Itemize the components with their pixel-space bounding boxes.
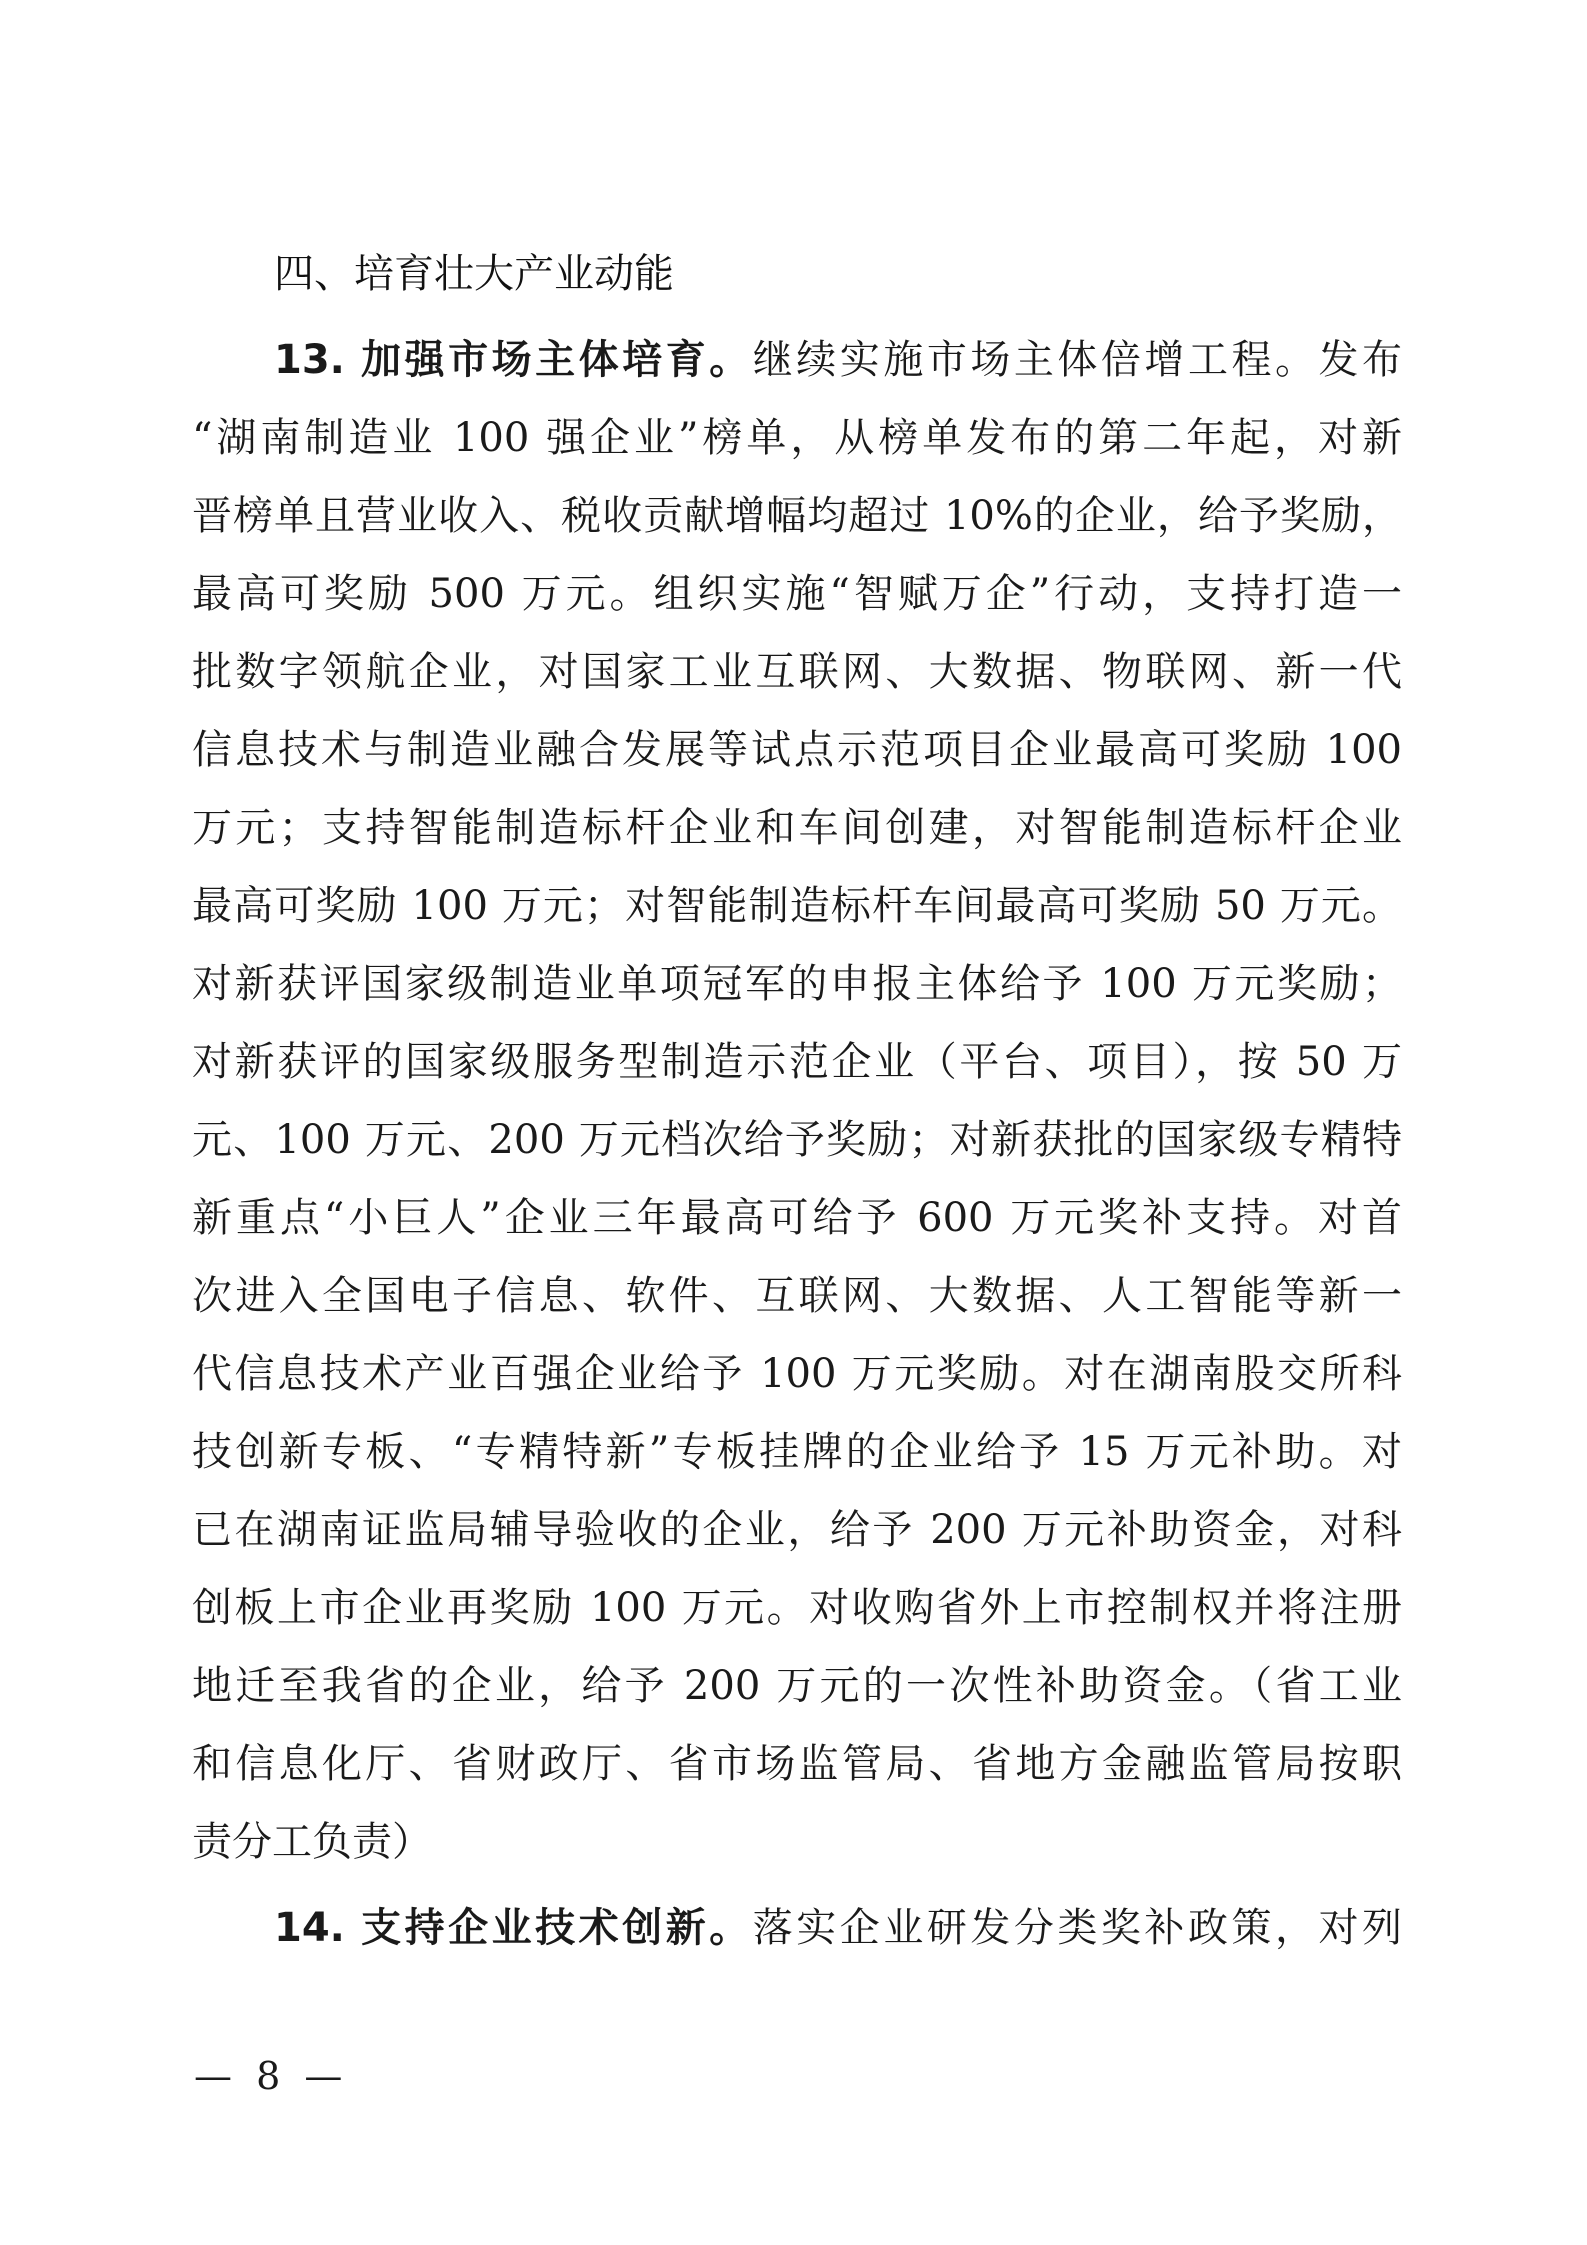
paragraph-line: 对新获评的国家级服务型制造示范企业（平台、项目），按 50 万 (192, 1039, 1402, 1085)
section-heading: 四、培育壮大产业动能 (274, 251, 674, 297)
paragraph-line: 次进入全国电子信息、软件、互联网、大数据、人工智能等新一 (192, 1273, 1402, 1319)
paragraph-line: 批数字领航企业，对国家工业互联网、大数据、物联网、新一代 (192, 649, 1402, 695)
paragraph-line: 最高可奖励 100 万元；对智能制造标杆车间最高可奖励 50 万元。 (192, 883, 1402, 929)
paragraph-13-number: 13. (274, 337, 345, 383)
page-number: — 8 — (194, 2054, 349, 2098)
paragraph-14-text: 落实企业研发分类奖补政策，对列 (752, 1905, 1403, 1951)
paragraph-line: 晋榜单且营业收入、税收贡献增幅均超过 10%的企业，给予奖励， (192, 493, 1402, 539)
paragraph-line: 信息技术与制造业融合发展等试点示范项目企业最高可奖励 100 (192, 727, 1402, 773)
paragraph-line: 元、100 万元、200 万元档次给予奖励；对新获批的国家级专精特 (192, 1117, 1402, 1163)
paragraph-14-title: 支持企业技术创新。 (361, 1905, 753, 1951)
paragraph-line: 责分工负责） (192, 1819, 432, 1865)
paragraph-14-number: 14. (274, 1905, 345, 1951)
paragraph-line: “湖南制造业 100 强企业”榜单，从榜单发布的第二年起，对新 (192, 415, 1402, 461)
paragraph-13-title: 加强市场主体培育。 (361, 337, 753, 383)
paragraph-line: 地迁至我省的企业，给予 200 万元的一次性补助资金。（省工业 (192, 1663, 1402, 1709)
paragraph-line: 和信息化厅、省财政厅、省市场监管局、省地方金融监管局按职 (192, 1741, 1402, 1787)
paragraph-line: 对新获评国家级制造业单项冠军的申报主体给予 100 万元奖励； (192, 961, 1402, 1007)
paragraph-line: 最高可奖励 500 万元。组织实施“智赋万企”行动，支持打造一 (192, 571, 1402, 617)
paragraph-line: 代信息技术产业百强企业给予 100 万元奖励。对在湖南股交所科 (192, 1351, 1402, 1397)
paragraph-13-text: 继续实施市场主体倍增工程。发布 (752, 337, 1403, 383)
paragraph-14-line-1 (274, 1902, 1402, 1954)
paragraph-line: 万元；支持智能制造标杆企业和车间创建，对智能制造标杆企业 (192, 805, 1402, 851)
paragraph-line: 已在湖南证监局辅导验收的企业，给予 200 万元补助资金，对科 (192, 1507, 1402, 1553)
paragraph-line: 创板上市企业再奖励 100 万元。对收购省外上市控制权并将注册 (192, 1585, 1402, 1631)
paragraph-13-line-1 (274, 334, 1402, 386)
paragraph-line: 新重点“小巨人”企业三年最高可给予 600 万元奖补支持。对首 (192, 1195, 1402, 1241)
paragraph-line: 技创新专板、“专精特新”专板挂牌的企业给予 15 万元补助。对 (192, 1429, 1402, 1475)
